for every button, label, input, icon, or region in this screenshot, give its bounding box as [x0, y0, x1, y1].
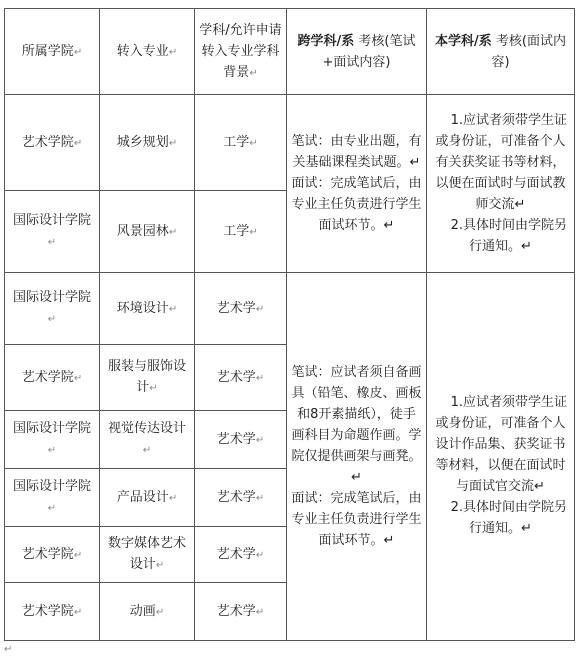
own-assessment-cell: 1.应试者须带学生证或身份证，可准备个人设计作品集、获奖证书等材料，以便在面试时与面试官交流↵ 2.具体时间由学院另行通知。↵: [427, 273, 575, 641]
college-cell: 国际设计学院↵: [5, 411, 100, 469]
header-cross-assessment: 跨学科/系 考核(笔试+面试内容): [287, 9, 427, 95]
background-cell: 艺术学↵: [195, 411, 287, 469]
cross-assessment-cell: 笔试：由专业出题，有关基础课程类试题。↵ 面试：完成笔试后，由专业主任负责进行学生面试环节。↵: [287, 95, 427, 273]
college-cell: 国际设计学院↵: [5, 191, 100, 273]
background-cell: 艺术学↵: [195, 583, 287, 641]
college-cell: 国际设计学院↵: [5, 273, 100, 345]
major-cell: 动画↵: [100, 583, 195, 641]
major-cell: 城乡规划↵: [100, 95, 195, 191]
college-cell: 国际设计学院↵: [5, 469, 100, 527]
background-cell: 工学↵: [195, 95, 287, 191]
major-cell: 风景园林↵: [100, 191, 195, 273]
major-cell: 产品设计↵: [100, 469, 195, 527]
college-cell: 艺术学院↵: [5, 95, 100, 191]
cross-assessment-cell: 笔试：应试者须自备画具（铅笔、橡皮、画板和8开素描纸），徒手画科目为命题作画。学院仅提供画架与画凳。↵ 面试：完成笔试后，由专业主任负责进行学生面试环节。↵: [287, 273, 427, 641]
background-cell: 艺术学↵: [195, 273, 287, 345]
header-own-assessment: 本学科/系 考核(面试内容): [427, 9, 575, 95]
major-cell: 视觉传达设计↵: [100, 411, 195, 469]
major-cell: 环境设计↵: [100, 273, 195, 345]
own-assessment-cell: 1.应试者须带学生证或身份证，可准备个人有关获奖证书等材料，以便在面试时与面试教师交流↵ 2.具体时间由学院另行通知。↵: [427, 95, 575, 273]
header-major: 转入专业↵: [100, 9, 195, 95]
college-cell: 艺术学院↵: [5, 583, 100, 641]
background-cell: 工学↵: [195, 191, 287, 273]
table-row: [5, 273, 575, 345]
college-cell: 艺术学院↵: [5, 527, 100, 583]
table-row: [5, 95, 575, 191]
major-cell: 服装与服饰设计↵: [100, 345, 195, 411]
college-cell: 艺术学院↵: [5, 345, 100, 411]
background-cell: 艺术学↵: [195, 527, 287, 583]
major-cell: 数字媒体艺术设计↵: [100, 527, 195, 583]
header-background: 学科/允许申请转入专业学科背景↵: [195, 9, 287, 95]
background-cell: 艺术学↵: [195, 345, 287, 411]
background-cell: 艺术学↵: [195, 469, 287, 527]
paragraph-mark: ↵: [4, 644, 13, 655]
header-college: 所属学院↵: [5, 9, 100, 95]
transfer-major-table: [4, 8, 575, 641]
header-row: [5, 9, 575, 95]
